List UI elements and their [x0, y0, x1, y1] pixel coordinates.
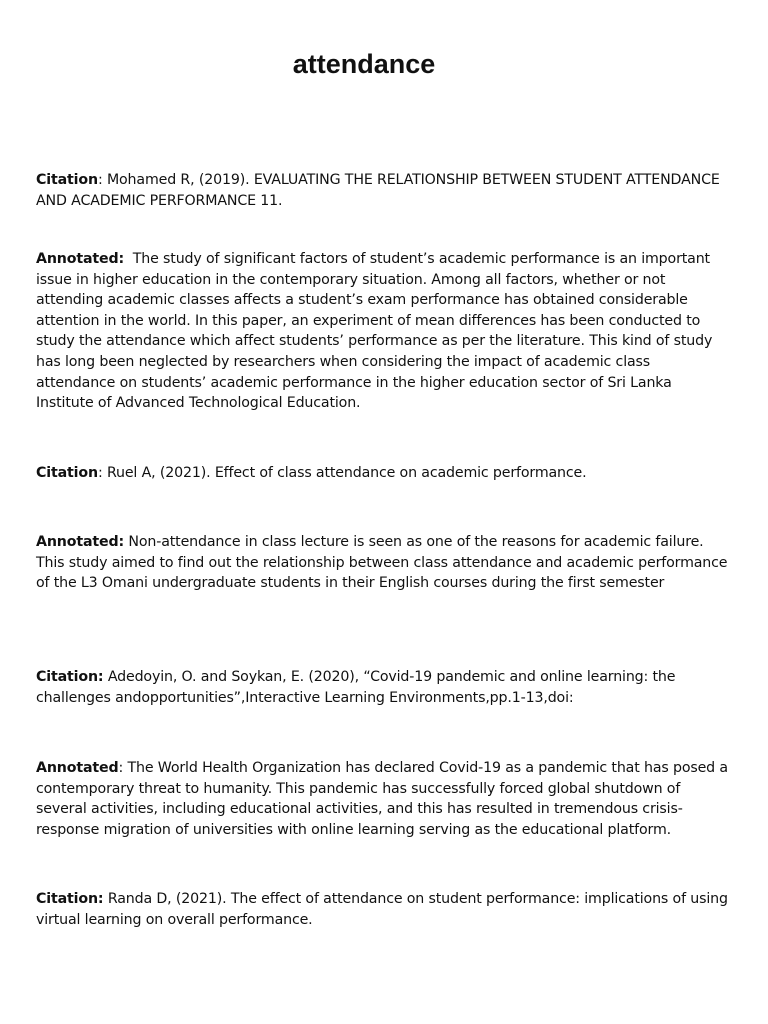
annotation-3 — [36, 758, 730, 840]
annotation-label: Annotated — [36, 760, 119, 776]
citation-3 — [36, 667, 730, 708]
citation-2 — [36, 463, 730, 484]
citation-label: Citation: — [36, 891, 104, 907]
annotation-2 — [36, 532, 730, 594]
annotation-1 — [36, 249, 730, 414]
label-separator: : — [97, 172, 107, 188]
label-separator: : — [118, 760, 128, 776]
citation-label: Citation — [36, 172, 98, 188]
citation-text: Adedoyin, O. and Soykan, E. (2020), “Covid-19 pandemic and online learning: the challenges andopportunities”,Interactive Learning Environments,pp.1-13,doi: — [36, 669, 676, 706]
annotation-label: Annotated: — [36, 251, 125, 267]
citation-text: Randa D, (2021). The effect of attendance on student performance: implications of using virtual learning on overall performance. — [36, 891, 728, 928]
annotation-text: Non-attendance in class lecture is seen as one of the reasons for academic failure. This study aimed to find out the relationship between class attendance and academic performance of the L3 Omani undergraduate students in their English courses during the first semester — [36, 534, 728, 592]
citation-text: Ruel A, (2021). Effect of class attendance on academic performance. — [106, 465, 587, 481]
label-separator: : — [97, 465, 107, 481]
citation-label: Citation: — [36, 669, 104, 685]
citation-text: Mohamed R, (2019). EVALUATING THE RELATIONSHIP BETWEEN STUDENT ATTENDANCE AND ACADEMIC PERFORMANCE 11. — [36, 172, 720, 209]
annotation-label: Annotated: — [36, 534, 125, 550]
citation-1 — [36, 170, 730, 211]
annotation-text: The World Health Organization has declared Covid-19 as a pandemic that has posed a contemporary threat to humanity. This pandemic has successfully forced global shutdown of several activities, including educational activities, and this has resulted in tremendous crisis-response migration of universities with online learning serving as the educational platform. — [36, 760, 728, 838]
citation-4 — [36, 889, 730, 930]
citation-label: Citation — [36, 465, 98, 481]
page-title: attendance — [292, 49, 436, 79]
label-separator — [124, 251, 133, 267]
annotation-text: The study of significant factors of student’s academic performance is an important issue in higher education in the contemporary situation. Among all factors, whether or not attending academic classes affects a student’s exam performance has obtained considerable attention in the world. In this paper, an experiment of mean differences has been conducted to study the attendance which affect students’ performance as per the literature. This kind of study has long been neglected by researchers when considering the impact of academic class attendance on students’ academic performance in the higher education sector of Sri Lanka Institute of Advanced Technological Education. — [36, 251, 713, 412]
